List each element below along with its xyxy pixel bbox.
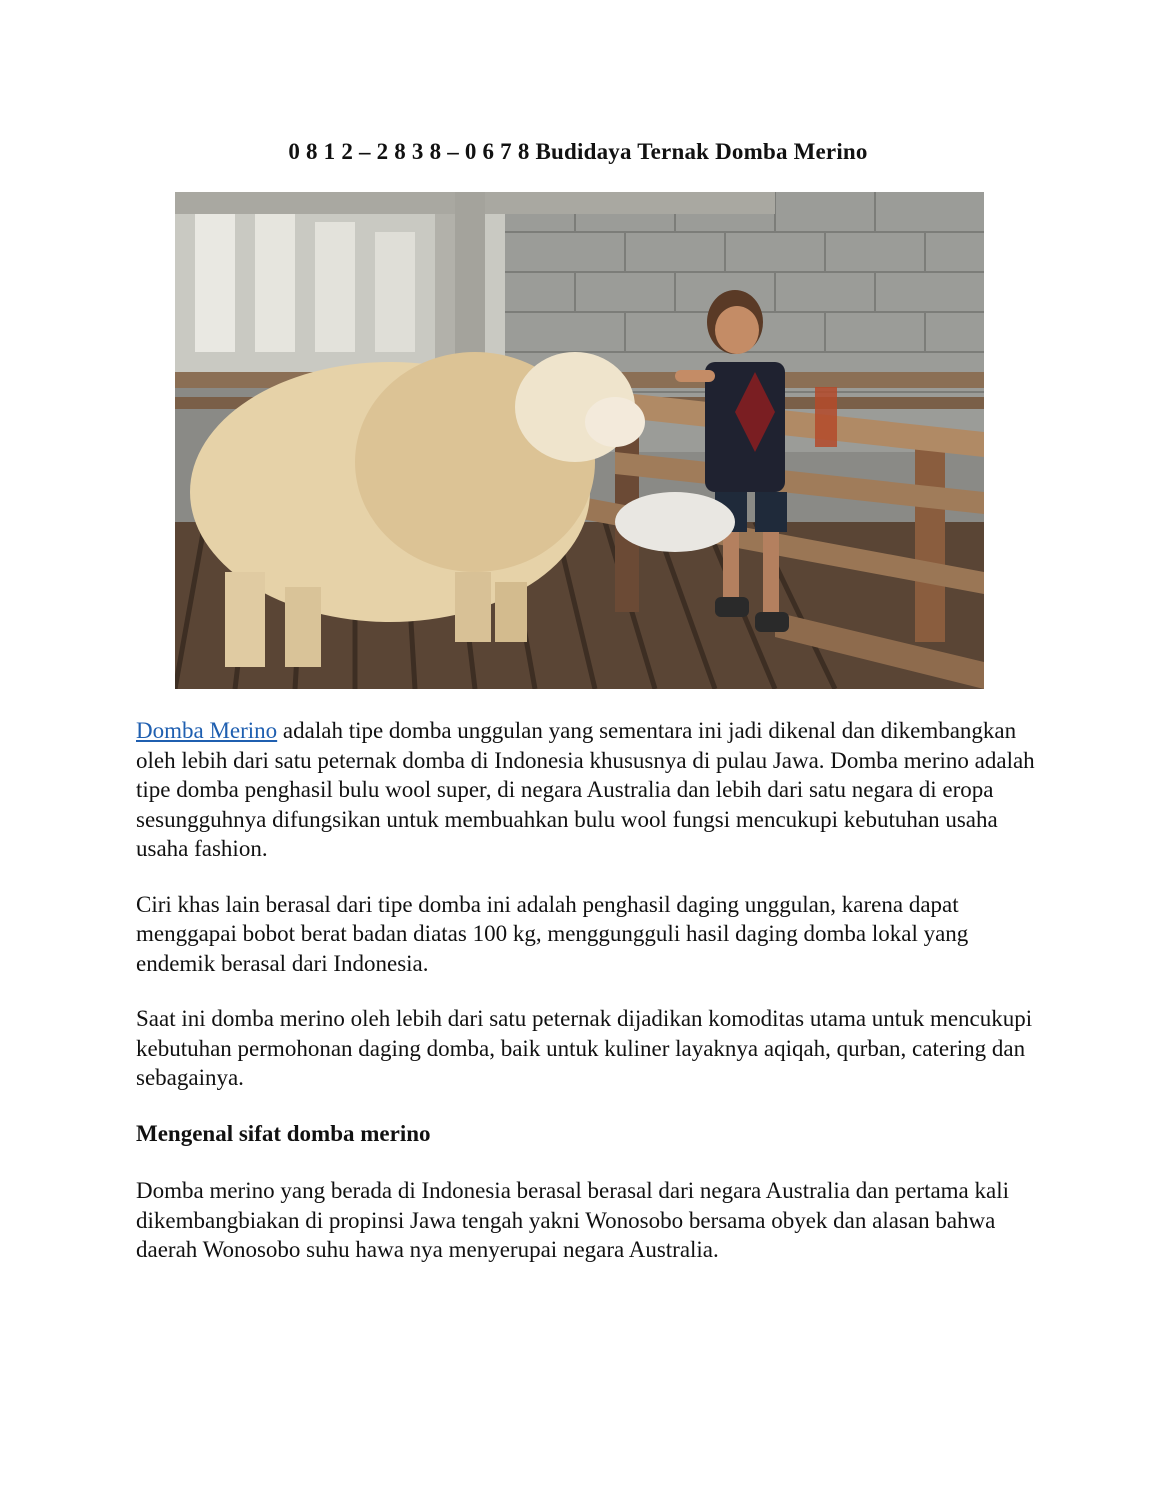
merino-sheep-photo [175,192,984,689]
paragraph-intro [136,716,1036,864]
article-body [136,716,1036,1291]
paragraph-commodity: Saat ini domba merino oleh lebih dari satu peternak dijadikan komoditas utama untuk mencukupi kebutuhan permohonan daging domba, baik untuk kuliner layaknya aqiqah, qurban, catering dan sebagainya. [136,1006,1033,1090]
section-heading: Mengenal sifat domba merino [136,1120,431,1146]
photo-illustration [175,192,984,689]
paragraph-intro-text: adalah tipe domba unggulan yang sementara ini jadi dikenal dan dikembangkan oleh lebih dari satu peternak domba di Indonesia khususnya di pulau Jawa. Domba merino adalah tipe domba penghasil bulu wool super, di negara Australia dan lebih dari satu negara di eropa sesungguhnya difungsikan untuk membuahkan bulu wool fungsi mencukupi kebutuhan usaha usaha fashion. [136,718,1035,861]
page-title: 0 8 1 2 – 2 8 3 8 – 0 6 7 8 Budidaya Ternak Domba Merino [288,139,868,164]
paragraph-origin: Domba merino yang berada di Indonesia berasal berasal dari negara Australia dan pertama kali dikembangbiakan di propinsi Jawa tengah yakni Wonosobo bersama obyek dan alasan bahwa daerah Wonosobo suhu hawa nya menyerupai negara Australia. [136,1178,1010,1262]
domba-merino-link[interactable]: Domba Merino [136,718,278,743]
paragraph-characteristics: Ciri khas lain berasal dari tipe domba ini adalah penghasil daging unggulan, karena dapat menggapai bobot berat badan diatas 100 kg, menggungguli hasil daging domba lokal yang endemik berasal dari Indonesia. [136,891,969,976]
